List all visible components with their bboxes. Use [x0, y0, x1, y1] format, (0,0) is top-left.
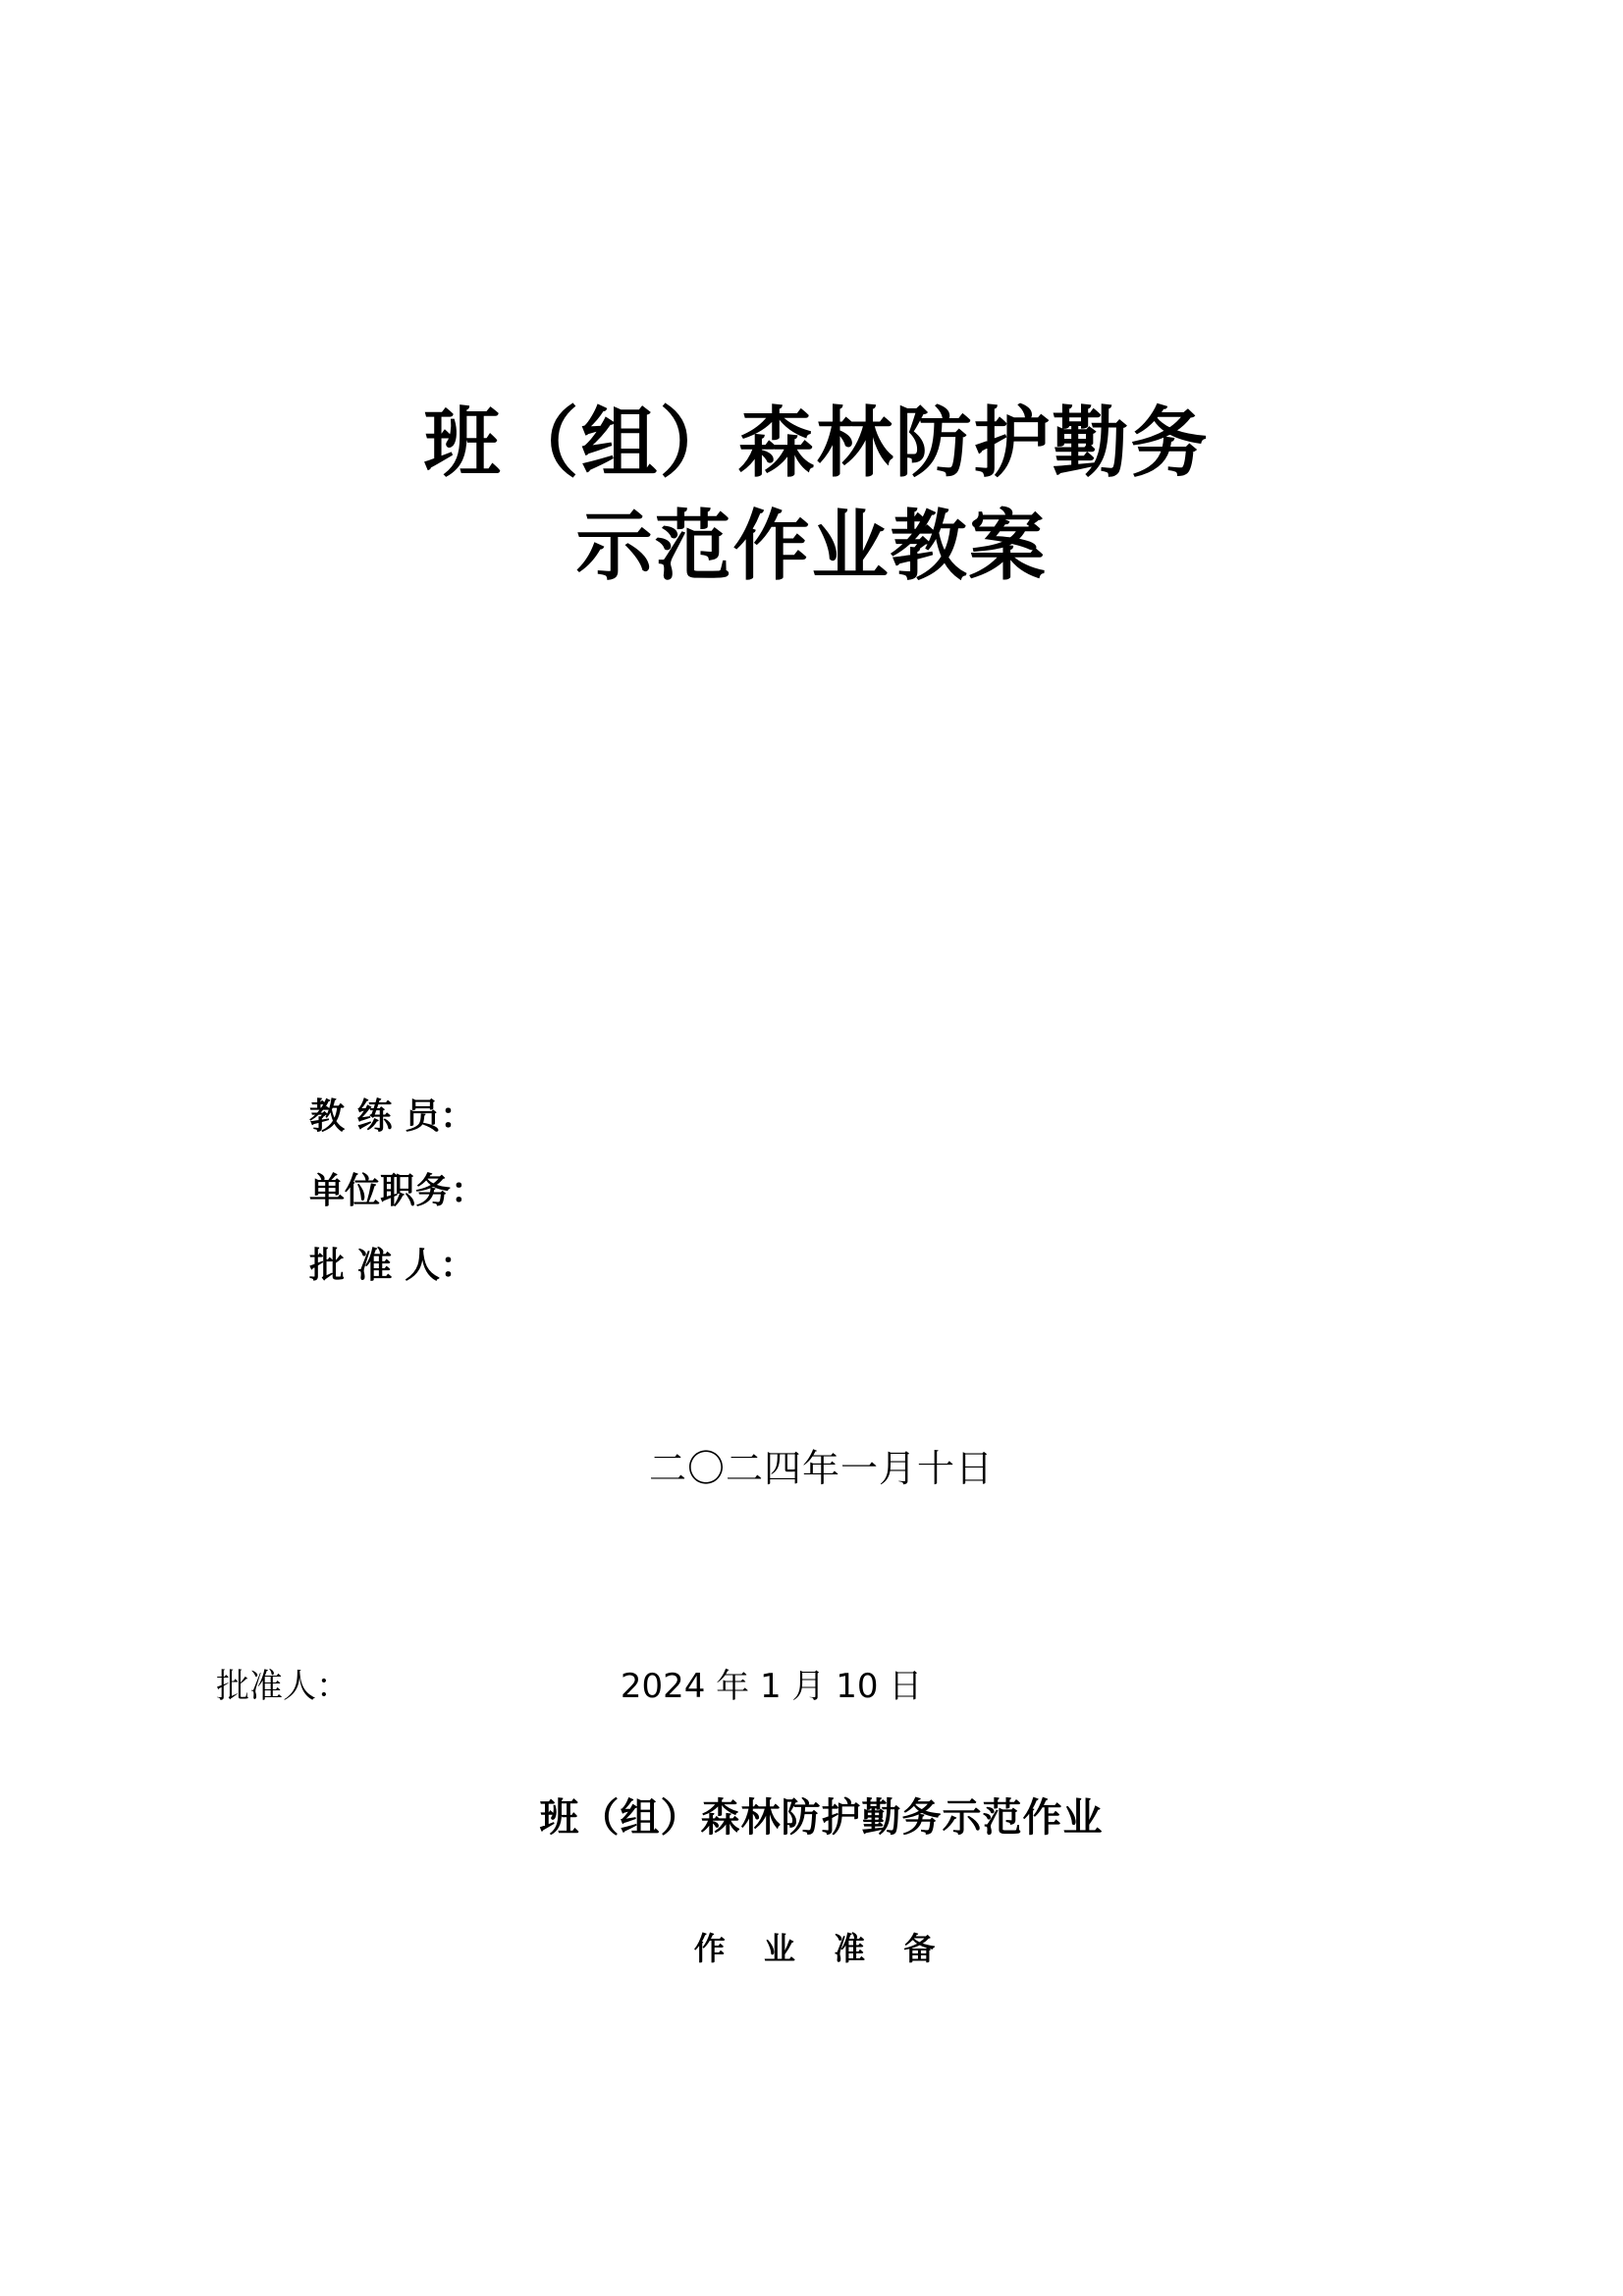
title-line-1: 班（组）森林防护勤务 [423, 400, 1210, 488]
section-heading: 班（组）森林防护勤务示范作业 [539, 1795, 1104, 1841]
field-instructor: 教 练 员： [309, 1096, 476, 1137]
field-approver: 批 准 人： [309, 1246, 476, 1286]
approver-label: 批准人： [216, 1667, 350, 1706]
field-unit-position: 单位职务： [309, 1171, 487, 1211]
signature-fields [309, 1096, 997, 1323]
document-date-chinese: 二〇二四年一月十日 [648, 1447, 994, 1490]
title-line-2: 示范作业教案 [575, 503, 1048, 592]
sub-heading: 作 业 准 备 [693, 1930, 949, 1967]
approver-date: 2024 年 1 月 10 日 [620, 1667, 923, 1706]
document-title [0, 393, 1623, 600]
approver-row [0, 1659, 1623, 1707]
